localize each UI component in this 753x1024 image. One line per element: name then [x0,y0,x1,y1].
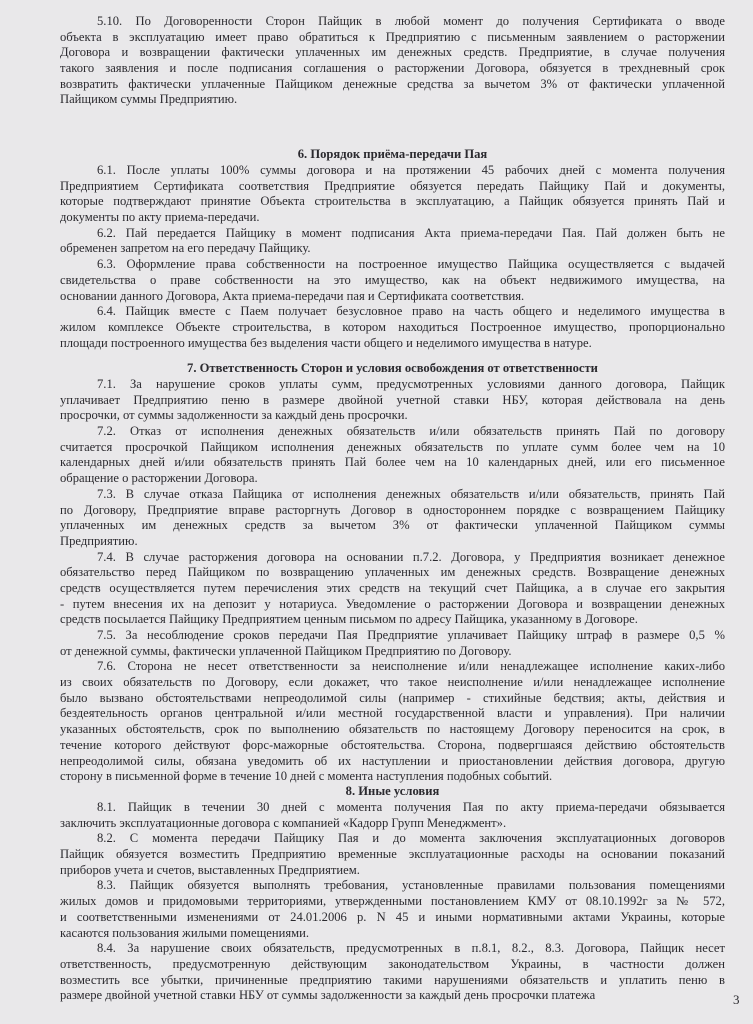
section-8-body [60,800,725,1004]
text-line: течение которого действуют форс-мажорные обстоятельства. Сторона, подвергшаяся действию обстоятельств [60,737,725,752]
text-line: 5.10. По Договоренности Сторон Пайщик в любой момент до получения Сертификата о вводе [97,14,725,28]
text-line: уплаченных им денежных средств за вычетом 3% от фактически уплаченной Пайщиком суммы [60,518,725,533]
clause-5-10 [60,14,725,108]
text-line: 7.5. За несоблюдение сроков передачи Пая Предприятие уплачивает Пайщику штраф в размере 0,5 % [97,628,725,642]
text-line: 7.3. В случае отказа Пайщика от исполнения денежных обязательств и/или обязательств, принять Пай [97,486,725,501]
text-line: было вызвано обстоятельствами непреодолимой силы (например - стихийные бедствия; акты, действия и [60,690,725,705]
section-6-heading: 6. Порядок приёма-передачи Пая [297,147,488,161]
text-line: жилых домов и придомовыми территориями, утвержденными постановлением КМУ от 08.10.1992г за № 572, [60,894,725,909]
text-line: 8.1. Пайщик в течении 30 дней с момента получения Пая по акту приема-передачи обязывается [97,800,725,814]
text-line: обязательство перед Пайщиком по возвращению уплаченных им денежных средств. Возвращение денежных [60,565,725,580]
text-line: 6.4. Пайщик вместе с Паем получает безусловное право на часть общего и неделимого имущества в [97,304,725,319]
text-line: непреодолимой силы, обязана уведомить об их наступлении и приостановлении действия договора, другую [60,753,725,768]
text-line: приборов учета и счетов, выставленных Предприятием. [60,862,360,877]
text-line: касаются пользования жилыми помещениями. [60,925,309,940]
text-line: просрочки, от суммы задолженности за каждый день просрочки. [60,408,408,423]
text-line: 7.1. За нарушение сроков уплаты сумм, предусмотренных условиями данного договора, Пайщик [97,377,725,391]
text-line: 8.3. Пайщик обязуется выполнять требования, установленные правилами пользования помещениями [97,878,725,893]
text-line: Пайщик обязуется возместить Предприятию временные эксплуатационные расходы на основании показаний [60,847,725,862]
text-line: и соответственными изменениями от 24.01.2006 р. N 45 и иными нормативными актами Украины, которые [60,909,725,924]
text-line: указанных обстоятельств, срок по выполнению обязательств по настоящему Договору переносится на срок, в [60,722,725,737]
text-line: 7.2. Отказ от исполнения денежных обязательств и/или обязательств принять Пай по договору [97,424,725,439]
text-line: 8.2. С момента передачи Пайщику Пая и до момента заключения эксплуатационных договоров [97,831,725,846]
text-line: основании данного Договора, Акта приема-передачи пая и Сертификата соответствия. [60,288,525,303]
text-line: по Договору, Предприятие вправе расторгнуть Договор в одностороннем порядке с возвращением Пайщику [60,502,725,517]
text-line: из своих обязательств по Договору, если докажет, что такое неисполнение и/или ненадлежащее исполнение [60,675,725,690]
section-7-heading: 7. Ответственность Сторон и условия освобождения от ответственности [187,361,598,375]
text-line: возвратить фактически уплаченные Пайщиком денежные средства за вычетом 3% от фактически уплаченной [60,76,725,91]
text-line: считается просрочкой Пайщиком исполнения денежных обязательств по уплате сумм более чем на 10 [60,439,725,454]
text-line: 7.4. В случае расторжения договора на основании п.7.2. Договора, у Предприятия возникает денежное [97,549,725,564]
text-line: такого заявления и после подписания соглашения о расторжении Договора, обязуется в трехдневный срок [60,61,725,76]
text-line: 6.3. Оформление права собственности на построенное имущество Пайщика осуществляется с выдачей [97,257,725,272]
section-7-body [60,377,725,785]
text-line: размере двойной учетной ставки НБУ от суммы задолженности за каждый день просрочки платежа [60,988,596,1003]
text-line: площади построенного имущества без выделения части общего и неделимого имущества в натуре. [60,335,592,350]
text-line: 7.6. Сторона не несет ответственности за неисполнение и/или ненадлежащее исполнение каких-либо [97,659,725,674]
text-line: - путем внесения их на депозит у нотариуса. Уведомление о расторжении Договора и возвращении денежных [60,596,725,611]
page-number: 3 [733,992,740,1007]
text-line: средств осуществляется путем перечисления этих средств на текущий счет Пайщика, а в случае его закрытия [60,580,725,595]
text-line: документы по акту приема-передачи. [60,210,260,225]
text-line: которые подтверждают принятие Объекта строительства в эксплуатацию, а Пайщик обязуется принять Пай и [60,194,725,209]
text-line: обращение о расторжении Договора. [60,471,258,486]
text-line: средств посылается Пайщику Предприятием ценным письмом по адресу Пайщика, указанному в Договоре. [60,612,638,627]
text-line: уплачивает Предприятию пеню в размере двойной учетной ставки НБУ, которая действовала на день [60,392,725,407]
section-6-body [60,163,725,351]
text-line: свидетельства о праве собственности на это имущество, как на объект недвижимого имущества, на [60,272,725,287]
text-line: ответственность, предусмотренную действующим законодательством Украины, в частности должен [60,956,725,971]
text-line: от денежной суммы, фактически уплаченной Пайщиком Предприятию по Договору. [60,643,512,658]
section-8-heading: 8. Иные условия [345,784,440,798]
text-line: заключить эксплуатационные договора с компанией «Кадорр Групп Менеджмент». [60,815,507,830]
text-line: сторону в письменной форме в течение 10 дней с момента наступления подобных событий. [60,769,553,784]
text-line: календарных дней и/или обязательств принять Пай более чем на 10 календарных дней, или его письменное [60,455,725,470]
text-line: обременен запретом на его передачу Пайщику. [60,241,311,256]
text-line: бездеятельность органов центральной и/или местной государственной власти и управления). При наличии [60,706,725,721]
text-line: Пайщиком суммы Предприятию. [60,92,238,107]
text-line: объекта в эксплуатацию имеет право обратиться к Предприятию с письменным заявлением о расторжении [60,29,725,44]
text-line: 6.2. Пай передается Пайщику в момент подписания Акта приема-передачи Пая. Пай должен быть не [97,225,725,240]
text-line: 8.4. За нарушение своих обязательств, предусмотренных в п.8.1, 8.2., 8.3. Договора, Пайщик несет [97,941,725,956]
text-line: жилом комплексе Объекте строительства, в котором находиться Построенное имущество, пропорционально [60,319,725,334]
text-line: 6.1. После уплаты 100% суммы договора и на протяжении 45 рабочих дней с момента получения [97,163,725,177]
text-line: возместить все убытки, причиненные предприятию такими нарушениями обязательств и уплатить пеню в [60,972,725,987]
text-line: Предприятием Сертификата соответствия Предприятие обязуется передать Пайщику Пай и документы, [60,178,725,193]
text-line: Предприятию. [60,533,138,548]
text-line: Договора и возвращении фактически уплаченных им денежных средств. Предприятие, в случае получения [60,45,725,60]
